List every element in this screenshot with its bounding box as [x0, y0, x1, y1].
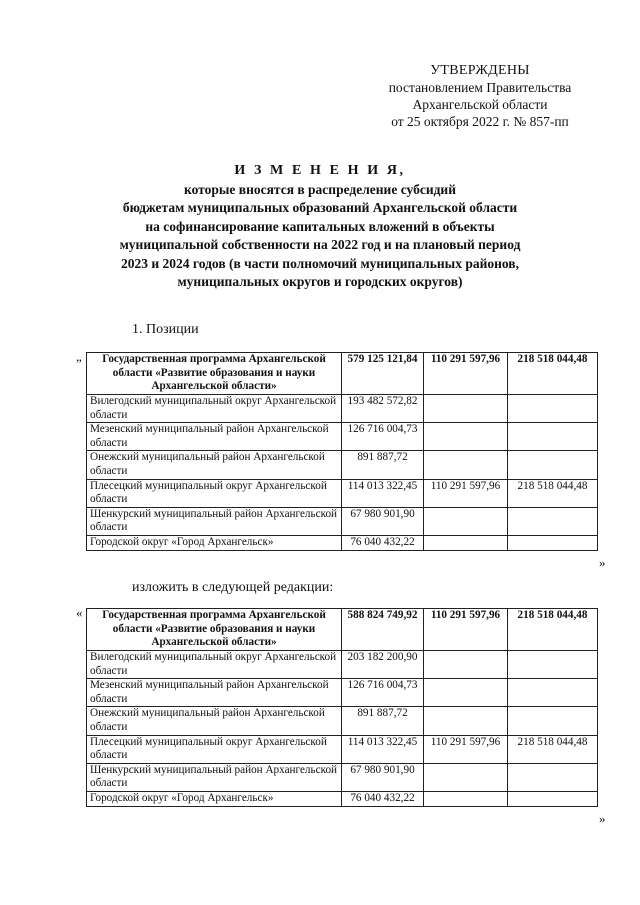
title-line: 2023 и 2024 годов (в части полномочий муниципальных районов,	[121, 255, 519, 271]
title-heading: И З М Е Н Е Н И Я,	[234, 163, 406, 178]
opening-quote: „	[76, 349, 82, 364]
value-2024-cell	[508, 679, 598, 707]
value-2022-cell: 76 040 432,22	[342, 791, 424, 806]
value-2023-cell	[424, 763, 508, 791]
municipality-name-cell: Мезенский муниципальный район Архангельской области	[87, 679, 342, 707]
approval-block	[350, 62, 610, 130]
value-2022-cell: 114 013 322,45	[342, 735, 424, 763]
intro-text: изложить в следующей редакции:	[132, 580, 334, 595]
value-2024-cell	[508, 395, 598, 423]
value-2023-cell	[424, 679, 508, 707]
value-2023-cell	[424, 791, 508, 806]
municipality-name-cell: Вилегодский муниципальный округ Архангельской области	[87, 651, 342, 679]
table-row	[87, 735, 598, 763]
municipality-name-cell: Плесецкий муниципальный округ Архангельской области	[87, 479, 342, 507]
value-2024-cell	[508, 507, 598, 535]
table-row	[87, 451, 598, 479]
table-header-row	[87, 353, 598, 395]
value-2022-cell: 203 182 200,90	[342, 651, 424, 679]
program-name-cell: Государственная программа Архангельской области «Развитие образования и науки Архангельской области»	[87, 353, 342, 395]
table-row	[87, 535, 598, 550]
value-2023-cell	[424, 651, 508, 679]
closing-quote: »	[599, 811, 606, 826]
value-2022-cell: 67 980 901,90	[342, 507, 424, 535]
title-line: бюджетам муниципальных образований Архангельской области	[122, 200, 518, 215]
value-2022-cell: 193 482 572,82	[342, 395, 424, 423]
municipality-name-cell: Городской округ «Город Архангельск»	[87, 535, 342, 550]
value-2022-cell: 67 980 901,90	[342, 763, 424, 791]
municipality-name-cell: Плесецкий муниципальный округ Архангельской области	[87, 735, 342, 763]
approval-heading: УТВЕРЖДЕНЫ	[430, 63, 530, 78]
value-2023-cell: 110 291 597,96	[424, 735, 508, 763]
value-2024-cell: 218 518 044,48	[508, 353, 598, 395]
municipality-name-cell: Городской округ «Город Архангельск»	[87, 791, 342, 806]
table-row	[87, 395, 598, 423]
closing-quote: »	[599, 555, 606, 570]
value-2023-cell	[424, 507, 508, 535]
table-row	[87, 679, 598, 707]
value-2022-cell: 126 716 004,73	[342, 679, 424, 707]
approval-line: постановлением Правительства	[388, 80, 572, 95]
value-2024-cell	[508, 707, 598, 735]
table-row	[87, 651, 598, 679]
value-2023-cell: 110 291 597,96	[424, 353, 508, 395]
table-row	[87, 791, 598, 806]
value-2023-cell: 110 291 597,96	[424, 609, 508, 651]
title-line: которые вносятся в распределение субсидий	[184, 181, 456, 197]
municipality-name-cell: Онежский муниципальный район Архангельской области	[87, 707, 342, 735]
value-2022-cell: 588 824 749,92	[342, 609, 424, 651]
value-2023-cell	[424, 395, 508, 423]
municipality-name-cell: Шенкурский муниципальный район Архангельской области	[87, 763, 342, 791]
municipality-name-cell: Шенкурский муниципальный район Архангельской области	[87, 507, 342, 535]
table-header-row	[87, 609, 598, 651]
value-2022-cell: 114 013 322,45	[342, 479, 424, 507]
value-2023-cell	[424, 423, 508, 451]
value-2024-cell	[508, 423, 598, 451]
value-2022-cell: 76 040 432,22	[342, 535, 424, 550]
opening-quote: «	[76, 605, 83, 620]
document-title	[60, 162, 580, 292]
value-2024-cell	[508, 535, 598, 550]
value-2024-cell: 218 518 044,48	[508, 479, 598, 507]
title-line: на софинансирование капитальных вложений в объекты	[145, 218, 495, 234]
value-2023-cell	[424, 451, 508, 479]
table-new-positions	[86, 608, 598, 807]
municipality-name-cell: Онежский муниципальный район Архангельской области	[87, 451, 342, 479]
municipality-name-cell: Мезенский муниципальный район Архангельской области	[87, 423, 342, 451]
value-2022-cell: 891 887,72	[342, 707, 424, 735]
value-2024-cell	[508, 791, 598, 806]
value-2024-cell: 218 518 044,48	[508, 609, 598, 651]
table-row	[87, 479, 598, 507]
table-row	[87, 423, 598, 451]
value-2023-cell	[424, 707, 508, 735]
approval-line: от 25 октября 2022 г. № 857-пп	[391, 114, 569, 129]
municipality-name-cell: Вилегодский муниципальный округ Архангельской области	[87, 395, 342, 423]
value-2023-cell	[424, 535, 508, 550]
table-row	[87, 707, 598, 735]
table-row	[87, 763, 598, 791]
value-2024-cell	[508, 651, 598, 679]
value-2022-cell: 126 716 004,73	[342, 423, 424, 451]
title-line: муниципальной собственности на 2022 год и на плановый период	[119, 237, 521, 252]
value-2023-cell: 110 291 597,96	[424, 479, 508, 507]
approval-line: Архангельской области	[412, 97, 548, 112]
table-row	[87, 507, 598, 535]
value-2024-cell	[508, 451, 598, 479]
section-heading: 1. Позиции	[132, 322, 199, 337]
table-old-positions	[86, 352, 598, 551]
value-2024-cell	[508, 763, 598, 791]
program-name-cell: Государственная программа Архангельской области «Развитие образования и науки Архангельской области»	[87, 609, 342, 651]
title-line: муниципальных округов и городских округов)	[177, 274, 463, 289]
value-2022-cell: 579 125 121,84	[342, 353, 424, 395]
value-2024-cell: 218 518 044,48	[508, 735, 598, 763]
value-2022-cell: 891 887,72	[342, 451, 424, 479]
